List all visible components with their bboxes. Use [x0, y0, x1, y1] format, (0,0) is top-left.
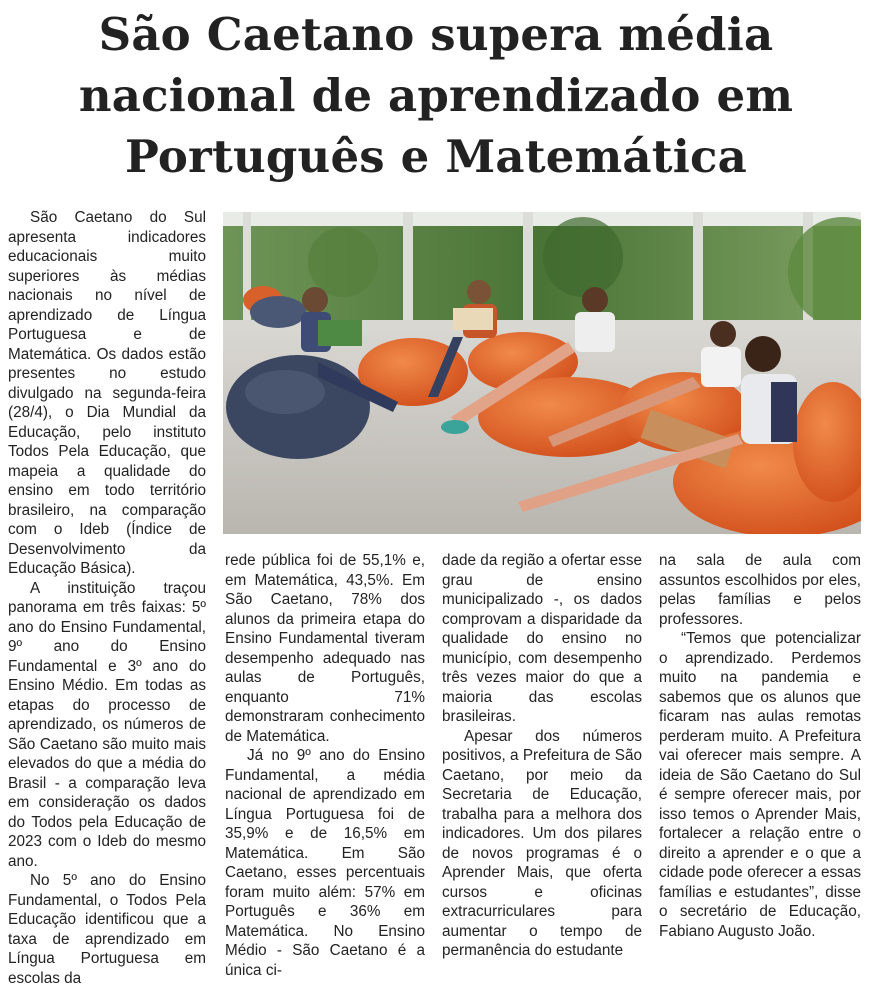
paragraph: “Temos que potencializar o aprendizado. Perdemos muito na pandemia e sabemos que os alunos que ficaram nas aulas remotas perderam muito. A Prefeitura vai oferecer mais sempre. A ideia de São Caetano do Sul é sempre oferecer mais, por isso temos o Aprender Mais, fortalecer a relação entre o direito a aprender e o que a cidade pode oferecer a essas famílias e estudantes”, disse o secretário de Educação, Fabiano Augusto João. [659, 630, 861, 940]
paragraph: São Caetano do Sul apresenta indicadores educacionais muito superiores às médias nacionais no nível de aprendizado de Língua Portuguesa e de Matemática. Os dados estão presentes no estudo divulgado na segunda-feira (28/4), o Dia Mundial da Educação, pelo instituto Todos Pela Educação, que mapeia a qualidade do ensino em todo território brasileiro, na comparação com o Ideb (Índice de Desenvolvimento da Educação Básica). [8, 209, 206, 577]
article-column-3 [442, 551, 642, 961]
children-reading-photo [223, 212, 861, 534]
article-photo [223, 212, 861, 534]
headline-line: São Caetano supera média [98, 8, 774, 61]
headline [0, 4, 872, 187]
paragraph: dade da região a ofertar esse grau de ensino municipalizado -, os dados comprovam a disparidade da qualidade do ensino no município, com desempenho três vezes maior do que a maioria das escolas brasileiras. [442, 552, 642, 725]
headline-line: nacional de aprendizado em [78, 69, 794, 122]
paragraph: Já no 9º ano do Ensino Fundamental, a média nacional de aprendizado em Língua Portuguesa foi de 35,9% e de 16,5% em Matemática. Em São Caetano, esses percentuais foram muito além: 57% em Português e 36% em Matemática. No Ensino Médio - São Caetano é a única ci- [225, 747, 425, 979]
article-column-4 [659, 551, 861, 941]
article-column-1 [8, 208, 206, 988]
headline-line: Português e Matemática [125, 130, 747, 183]
paragraph: Apesar dos números positivos, a Prefeitura de São Caetano, por meio da Secretaria de Educação, trabalha para a melhora dos indicadores. Um dos pilares de novos programas é o Aprender Mais, que oferta cursos e oficinas extracurriculares para aumentar o tempo de permanência do estudante [442, 727, 642, 959]
paragraph: A instituição traçou panorama em três faixas: 5º ano do Ensino Fundamental, 9º ano do Ensino Fundamental e 3º ano do Ensino Médio. Em todas as etapas do processo de aprendizado, os números de São Caetano são muito mais elevados do que a média do Brasil - a comparação leva em consideração os dados do Todos pela Educação de 2023 com o Ideb do mesmo ano. [8, 579, 206, 870]
paragraph: No 5º ano do Ensino Fundamental, o Todos Pela Educação identificou que a taxa de aprendizado em Língua Portuguesa em escolas da [8, 872, 206, 987]
paragraph: rede pública foi de 55,1% e, em Matemática, 43,5%. Em São Caetano, 78% dos alunos da primeira etapa do Ensino Fundamental tiveram desempenho adequado nas aulas de Português, enquanto 71% demonstraram conhecimento de Matemática. [225, 552, 425, 745]
article-column-2 [225, 551, 425, 980]
paragraph: na sala de aula com assuntos escolhidos por eles, pelas famílias e pelos professores. [659, 552, 861, 628]
